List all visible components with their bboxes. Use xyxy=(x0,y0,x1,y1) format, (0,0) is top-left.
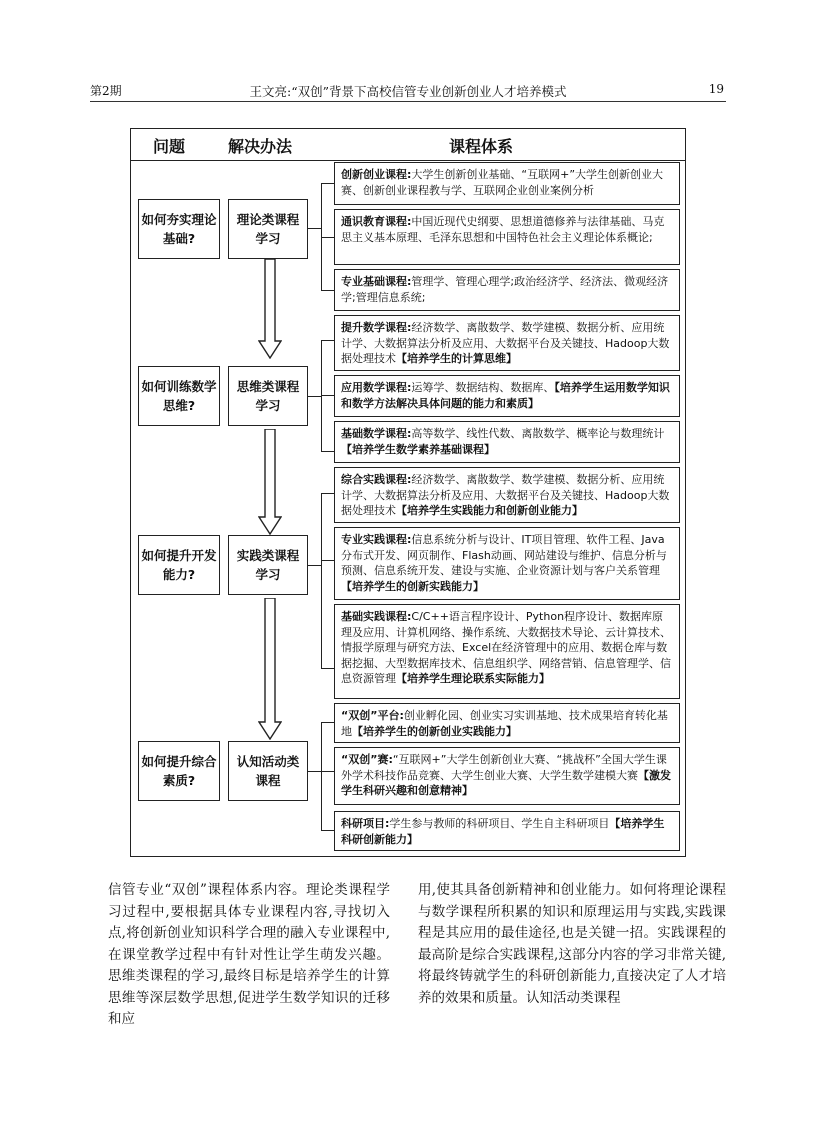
connector xyxy=(321,493,334,494)
solution-practice: 实践类课程学习 xyxy=(228,535,308,595)
body-paragraph-right: 用,使其具备创新精神和创业能力。如何将理论课程与数学课程所积累的知识和原理运用与实践,实践课程是其应用的最佳途径,也是关键一招。实践课程的最高阶是综合实践课程,这部分内容的学习非常关键,将最终铸就学生的科研创新能力,直接决定了人才培养的效果和质量。认知活动类课程 xyxy=(418,882,726,1006)
course-note: 【培养学生的计算思维】 xyxy=(396,352,517,365)
course-text: 学生参与教师的科研项目、学生自主科研项目 xyxy=(389,817,610,830)
course-professional-practice xyxy=(334,527,680,600)
course-title: 创新创业课程: xyxy=(341,168,412,181)
course-competitions xyxy=(334,747,680,805)
question-development: 如何提升开发能力? xyxy=(138,535,220,595)
connector xyxy=(321,722,334,723)
connector xyxy=(321,237,334,238)
connector xyxy=(308,565,321,566)
connector xyxy=(321,560,334,561)
course-text: 创业孵化园、创业实习实训基地、技术成果培育转化基地 xyxy=(341,709,668,738)
course-text: 中国近现代史纲要、思想道德修养与法律基础、马克思主义基本原理、毛泽东思想和中国特色社会主义理论体系概论; xyxy=(341,215,665,244)
course-title: 专业基础课程: xyxy=(341,275,412,288)
course-text: C/C++语言程序设计、Python程序设计、数据库原理及应用、计算机网络、操作系统、大数据技术导论、云计算技术、情报学原理与研究方法、Excel在经济管理中的应用、数据仓库与数据挖掘、大型数据库技术、信息组织学、网络营销、信息管理学、信息资源管理 xyxy=(341,610,671,685)
connector xyxy=(321,771,334,772)
down-arrow-icon xyxy=(258,598,282,740)
course-applied-math xyxy=(334,375,680,417)
connector xyxy=(321,340,334,341)
connector xyxy=(308,396,321,397)
connector xyxy=(321,830,334,831)
column-header-problem: 问题 xyxy=(153,137,186,156)
solution-cognitive: 认知活动类课程 xyxy=(228,741,308,801)
connector xyxy=(308,228,321,229)
course-innovation xyxy=(334,162,680,205)
course-note: 【培养学生运用数学知识和数学方法解决具体问题的能力和素质】 xyxy=(341,381,670,410)
course-title: 应用数学课程: xyxy=(341,381,412,394)
curriculum-figure xyxy=(130,128,686,857)
course-note: 【培养学生的创新实践能力】 xyxy=(341,579,484,593)
course-basic-practice xyxy=(334,604,680,699)
course-text: 运筹学、数据结构、数据库、 xyxy=(411,381,555,394)
running-header xyxy=(90,80,726,102)
course-note: 【培养学生实践能力和创新创业能力】 xyxy=(396,504,583,517)
column-header-solution: 解决办法 xyxy=(228,137,293,156)
header-rule xyxy=(90,101,726,102)
course-research xyxy=(334,811,680,851)
course-note: 【培养学生科研创新能力】 xyxy=(341,817,665,846)
course-comprehensive-practice xyxy=(334,467,680,523)
course-title: 提升数学课程: xyxy=(341,321,412,334)
solution-math: 思维类课程学习 xyxy=(228,366,308,426)
course-text: 信息系统分析与设计、IT项目管理、软件工程、Java分布式开发、网页制作、Flash动画、网站建设与维护、信息分析与预测、信息系统开发、建设与实施、企业资源计划与客户关系管理 xyxy=(341,533,667,577)
course-note: 【培养学生理论联系实际能力】 xyxy=(396,672,550,685)
course-text: 经济数学、离散数学、数学建模、数据分析、应用统计学、大数据算法分析及应用、大数据平台及关键技、Hadoop大数据处理技术 xyxy=(341,321,670,365)
connector xyxy=(321,668,334,669)
course-text: 管理学、管理心理学;政治经济学、经济法、微观经济学;管理信息系统; xyxy=(341,275,669,304)
column-header-curriculum: 课程体系 xyxy=(449,137,514,156)
course-title: 通识教育课程: xyxy=(341,215,412,228)
body-paragraph-left: 信管专业“双创”课程体系内容。理论类课程学习过程中,要根据具体专业课程内容,寻找切入点,将创新创业知识科学合理的融入专业课程中,在课堂教学过程中有针对性让学生萌发兴趣。思维类课程的学习,最终目标是培养学生的计算思维等深层数学思想,促进学生数学知识的迁移和应 xyxy=(108,882,390,1027)
connector xyxy=(321,290,334,291)
course-professional-basics xyxy=(334,269,680,311)
down-arrow-icon xyxy=(258,429,282,535)
down-arrow-icon xyxy=(258,259,282,359)
solution-theory: 理论类课程学习 xyxy=(228,199,308,259)
course-title: 综合实践课程: xyxy=(341,473,412,486)
course-title: 基础实践课程: xyxy=(341,610,412,623)
course-general-education xyxy=(334,209,680,265)
bracket-line xyxy=(321,722,322,830)
running-title: 王文亮:“双创”背景下高校信管专业创新创业人才培养模式 xyxy=(249,84,567,99)
course-basic-math xyxy=(334,421,680,463)
page-number: 19 xyxy=(708,82,724,96)
issue-number: 第2期 xyxy=(90,84,122,98)
bracket-line xyxy=(321,493,322,668)
course-title: “双创”平台: xyxy=(341,709,404,722)
course-text: 大学生创新创业基础、“互联网+”大学生创新创业大赛、创新创业课程教与学、互联网企业创业案例分析 xyxy=(341,168,664,197)
question-theory: 如何夯实理论基础? xyxy=(138,199,220,259)
course-title: 基础数学课程: xyxy=(341,427,412,440)
course-title: 科研项目: xyxy=(341,817,390,830)
course-note: 【培养学生数学素养基础课程】 xyxy=(341,442,495,456)
connector xyxy=(308,771,321,772)
course-title: “双创”赛: xyxy=(341,753,393,766)
course-text: 高等数学、线性代数、离散数学、概率论与数理统计 xyxy=(411,427,665,440)
question-quality: 如何提升综合素质? xyxy=(138,741,220,801)
connector xyxy=(321,183,334,184)
header-divider xyxy=(131,160,685,161)
connector xyxy=(321,451,334,452)
course-note: 【激发学生科研兴趣和创意精神】 xyxy=(341,768,671,797)
course-text: “互联网+”大学生创新创业大赛、“挑战杯”全国大学生课外学术科技作品竞赛、大学生创业大赛、大学生数学建模大赛 xyxy=(341,753,667,782)
question-math: 如何训练数学思维? xyxy=(138,366,220,426)
course-platform xyxy=(334,703,680,743)
connector xyxy=(321,395,334,396)
course-text: 经济数学、离散数学、数学建模、数据分析、应用统计学、大数据算法分析及应用、大数据平台及关键技、Hadoop大数据处理技术 xyxy=(341,473,670,517)
course-advanced-math xyxy=(334,315,680,371)
course-note: 【培养学生的创新创业实践能力】 xyxy=(352,724,517,738)
course-title: 专业实践课程: xyxy=(341,533,412,546)
